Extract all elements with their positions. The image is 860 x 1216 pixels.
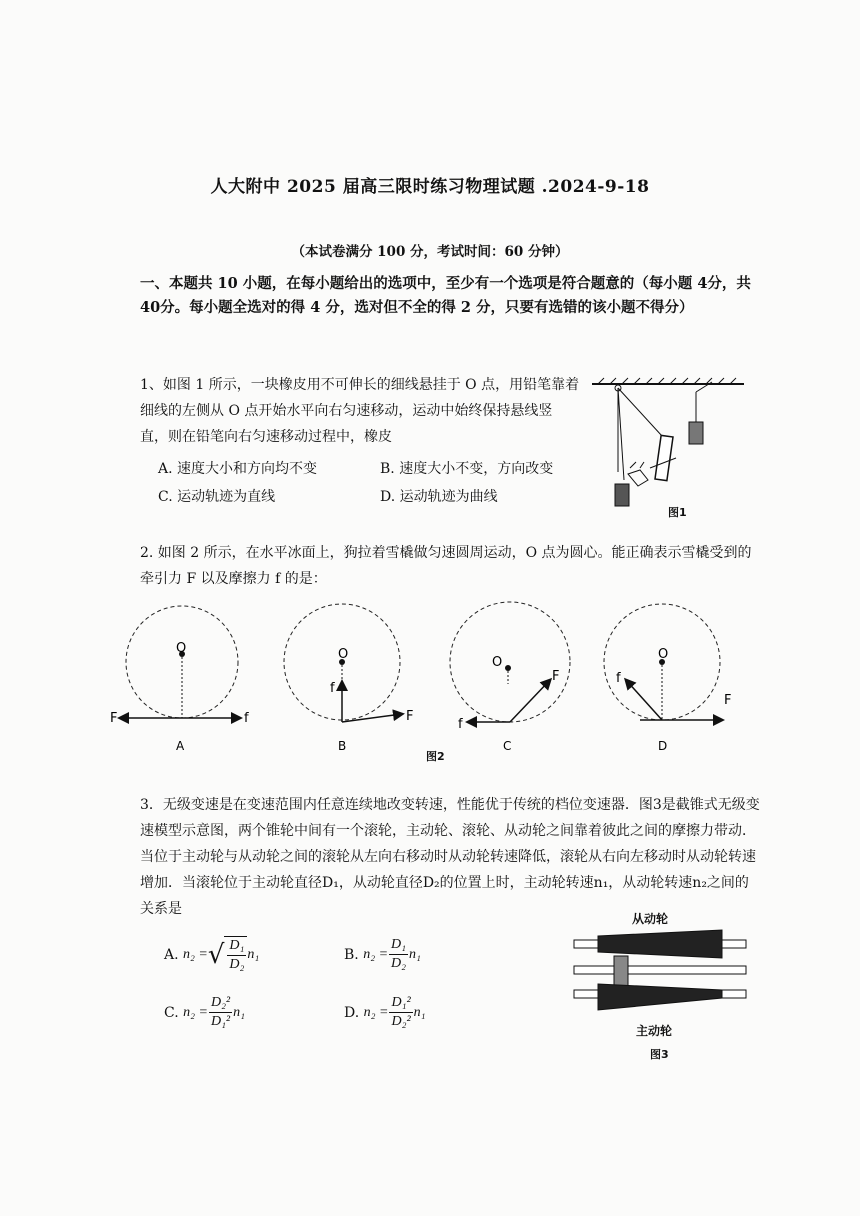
figure-2-caption: 图2 — [426, 750, 445, 763]
exam-meta: （本试卷满分 100 分，考试时间：60 分钟） — [291, 244, 569, 260]
svg-text:O: O — [338, 647, 349, 662]
figure-1-diagram — [588, 372, 750, 522]
svg-text:F: F — [552, 669, 560, 684]
svg-text:F: F — [724, 693, 732, 708]
question-2-stem: 2. 如图 2 所示，在水平冰面上，狗拉着雪橇做匀速圆周运动，O 点为圆心。能正确表示雪橇受到的牵引力 F 以及摩擦力 f 的是： — [140, 545, 752, 587]
svg-text:f: f — [330, 681, 335, 696]
panel-d — [604, 604, 731, 753]
panel-a-center-label: O — [176, 641, 187, 656]
q1-option-d: D. 运动轨迹为曲线 — [380, 489, 498, 505]
q1-option-a: A. 速度大小和方向均不变 — [158, 461, 318, 477]
q1-option-c: C. 运动轨迹为直线 — [158, 489, 276, 505]
figure-2-diagram — [110, 600, 750, 770]
svg-text:F: F — [406, 709, 414, 724]
svg-text:f: f — [244, 711, 249, 726]
question-3-stem: 3．无级变速是在变速范围内任意连续地改变转速，性能优于传统的档位变速器．图3是截锥式无级变速模型示意图，两个锥轮中间有一个滚轮，主动轮、滚轮、从动轮之间靠着彼此之间的摩擦力带动．当位于主动轮与从动轮之间的滚轮从左向右移动时从动轮转速降低，滚轮从右向左移动时从动轮转速增加．当滚轮位于主动轮直径D₁，从动轮直径D₂的位置上时，主动轮转速n₁，从动轮转速n₂之间的关系是 — [140, 797, 760, 917]
svg-text:C: C — [503, 739, 512, 753]
figure-3-bottom-label: 主动轮 — [636, 1024, 673, 1038]
q1-option-b: B. 速度大小不变，方向改变 — [380, 461, 554, 477]
q3-option-b: B. n₂ = $\frac{\text{D₁}}{\text{D₂}}$ n₁ — [344, 937, 421, 971]
svg-text:F: F — [110, 711, 118, 726]
q3-option-c: C. n₂ = $\frac{\text{D₂²}}{\text{D₁²}}$ n₁ — [164, 995, 246, 1029]
panel-c — [450, 602, 570, 753]
svg-text:O: O — [492, 655, 503, 670]
svg-text:B: B — [338, 739, 347, 753]
figure-3-top-label: 从动轮 — [632, 912, 669, 926]
figure-1-caption: 图1 — [668, 506, 687, 519]
svg-text:f: f — [616, 671, 621, 686]
figure-3-diagram — [570, 928, 750, 1018]
q3-option-d: D. n₂ = $\frac{\text{D₁²}}{\text{D₂²}}$ n₁ — [344, 995, 426, 1029]
panel-b — [284, 604, 413, 753]
figure-3-caption: 图3 — [650, 1048, 669, 1061]
panel-a — [110, 606, 249, 753]
svg-text:D: D — [658, 739, 668, 753]
section-instructions: 一、本题共 10 小题，在每小题给出的选项中，至少有一个选项是符合题意的（每小题 4分，共 40分。每小题全选对的得 4 分，选对但不全的得 2 分，只要有选错的该小题不得分） — [140, 275, 751, 316]
q3-option-a: A. n₂ = √ $\frac{\text{D₁}}{\text{D₂}}$ n₁ — [164, 938, 260, 972]
page-title: 人大附中 2025 届高三限时练习物理试题 .2024-9-18 — [210, 177, 650, 197]
svg-text:O: O — [658, 647, 669, 662]
sqrt-symbol: √ $\frac{\text{D₁}}{\text{D₂}}$ — [208, 936, 248, 974]
question-1-stem: 1、如图 1 所示，一块橡皮用不可伸长的细线悬挂于 O 点，用铅笔靠着细线的左侧从 O 点开始水平向右匀速移动，运动中始终保持悬线竖直，则在铅笔向右匀速移动过程中，橡皮 — [140, 377, 580, 445]
svg-text:f: f — [458, 717, 463, 732]
panel-a-id: A — [176, 739, 185, 753]
